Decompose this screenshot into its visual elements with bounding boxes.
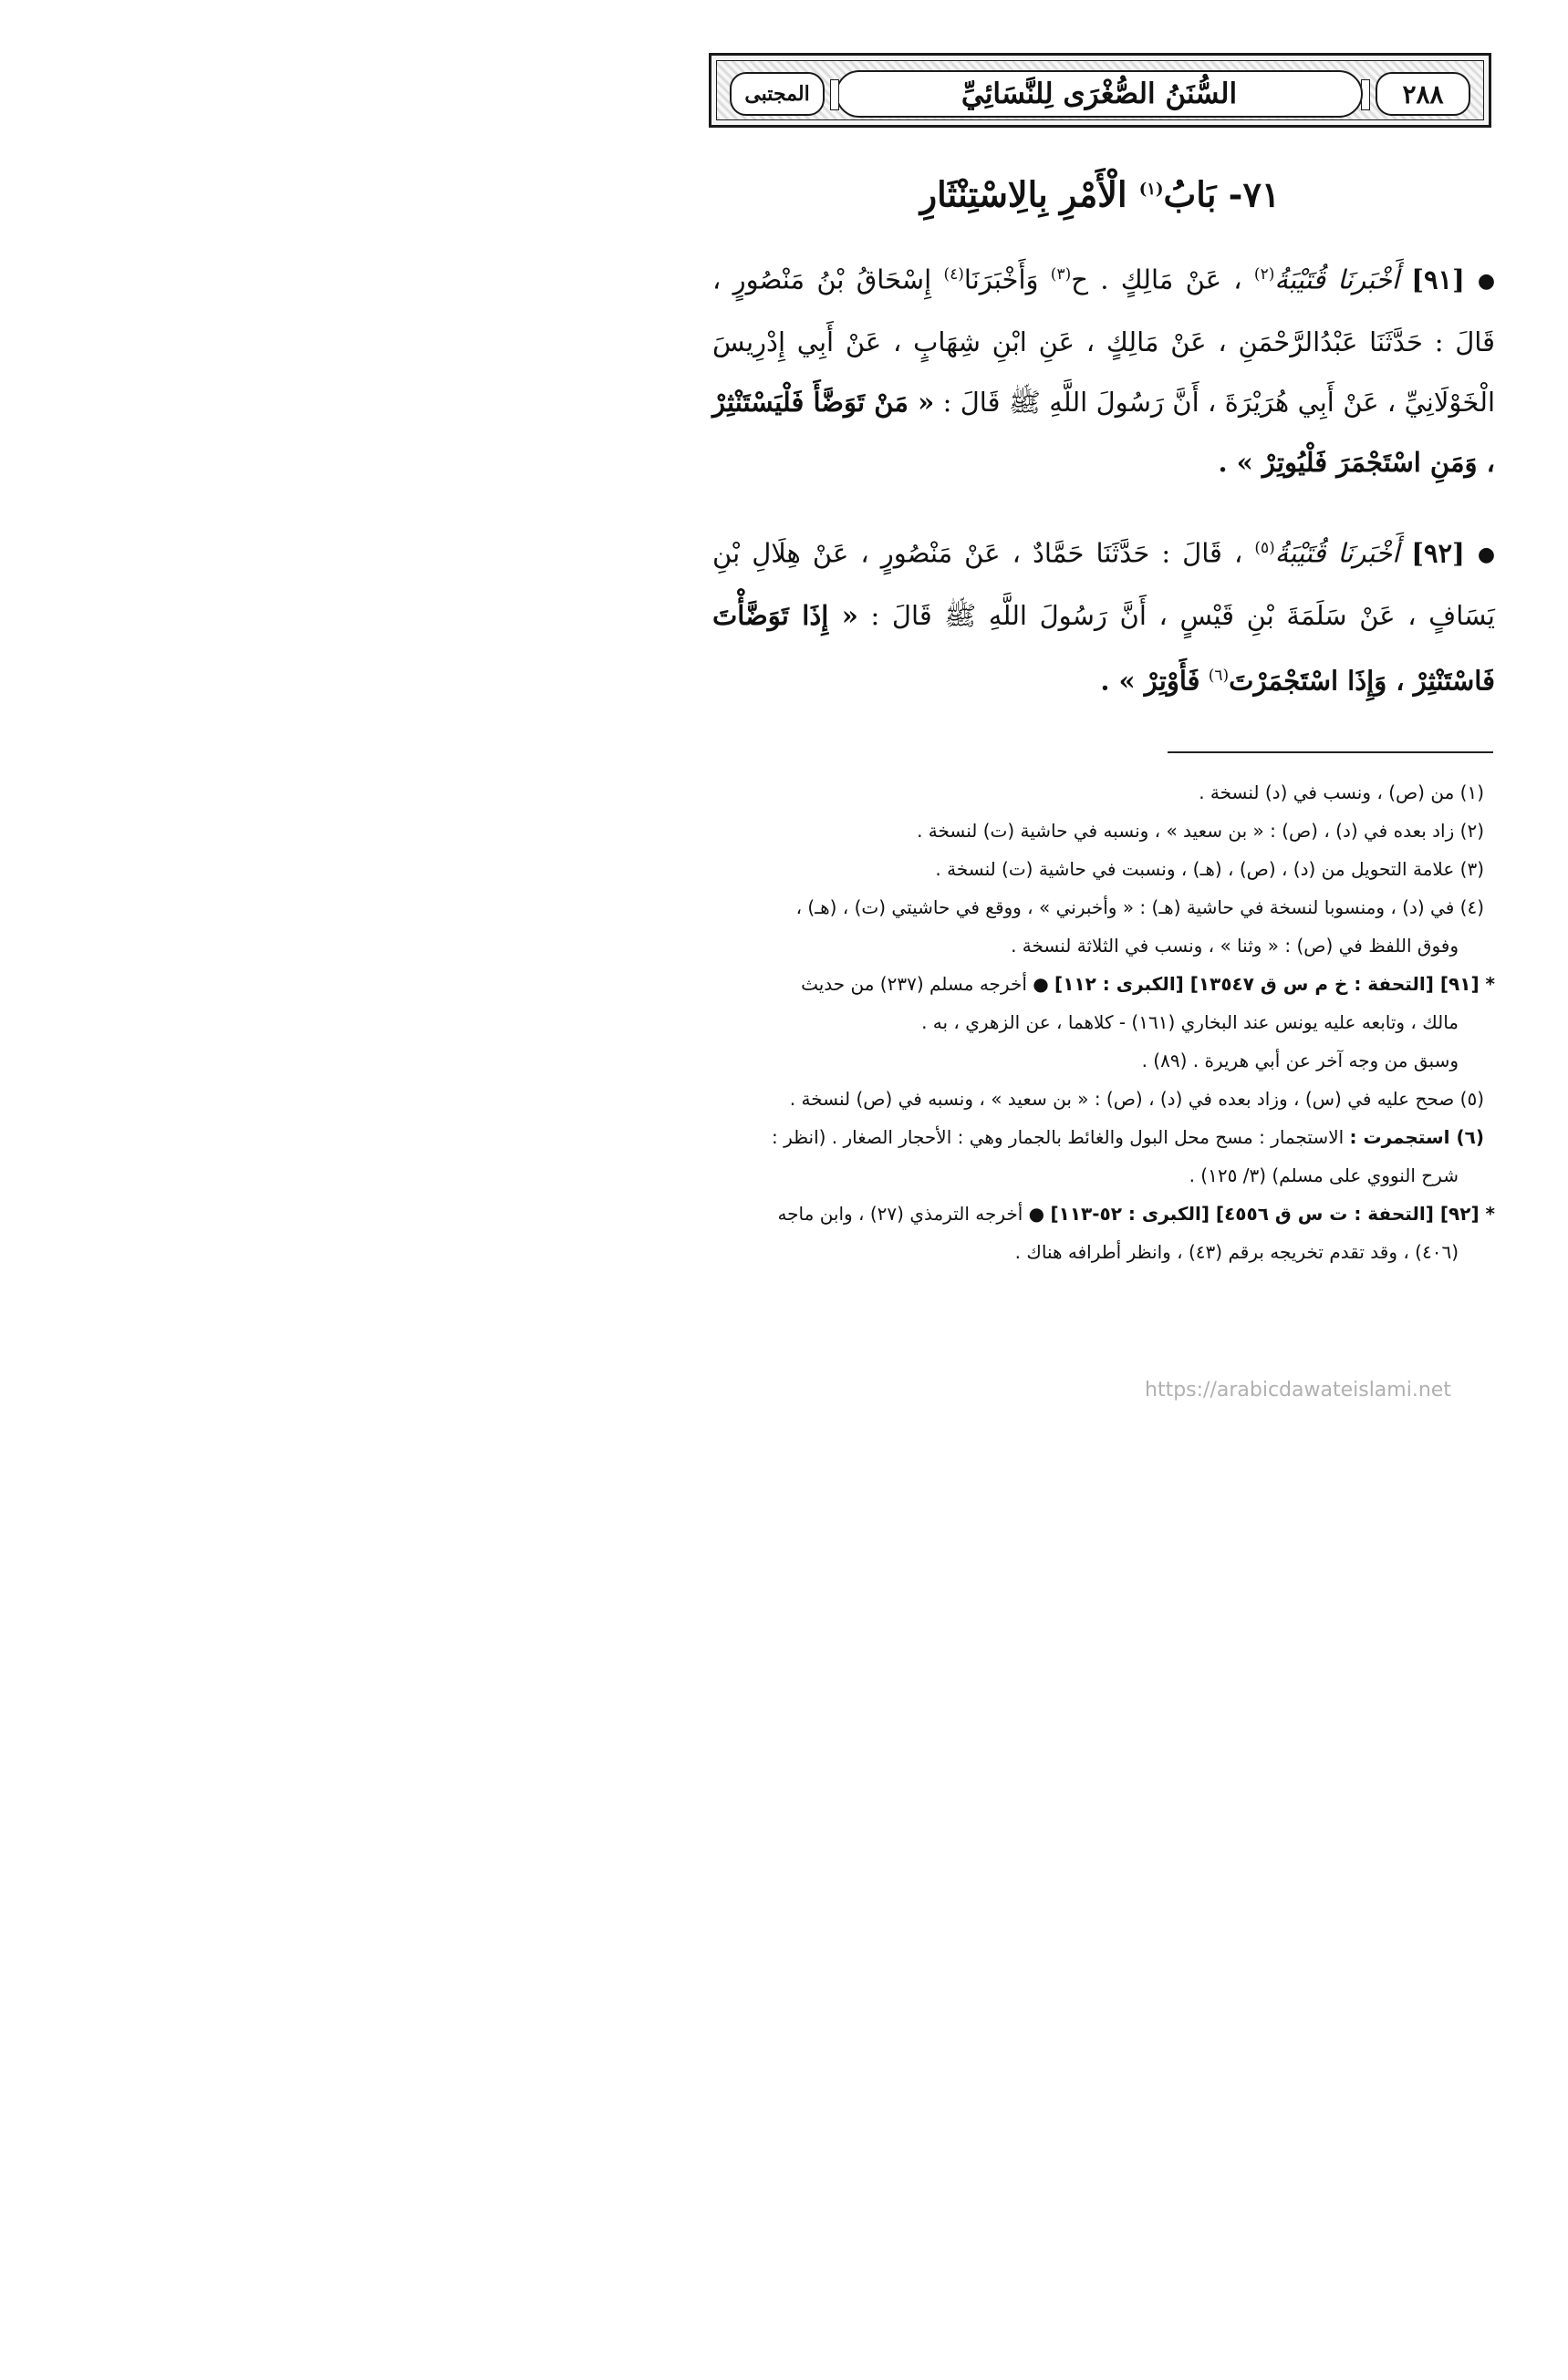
takhrij-text: ● أخرجه مسلم (٢٣٧) من حديث [801, 973, 1049, 995]
hadith-text: وَأَخْبَرَنَا [963, 264, 1039, 295]
page-number [1376, 72, 1470, 116]
takhrij-label: * [٩٢] [التحفة : ت س ق ٤٥٥٦] [الكبرى : ٥٢-١١٣] [1050, 1203, 1495, 1225]
page-header [709, 53, 1491, 128]
footnote-4: (٤) في (د) ، ومنسوبا لنسخة في حاشية (هـ) : « وأخبرني » ، ووقع في حاشيتي (ت) ، (هـ) ، [795, 896, 1484, 918]
header-ornament-band [716, 60, 1484, 120]
footnote-5: (٥) صحح عليه في (س) ، وزاد بعده في (د) ، (ص) : « بن سعيد » ، ونسبه في (ص) لنسخة . [789, 1088, 1484, 1110]
footnote-4-continued: وفوق اللفظ في (ص) : « وثنا » ، ونسب في الثلاثة لنسخة . [1011, 935, 1459, 957]
footnote-divider [1168, 751, 1493, 753]
book-logo-text: المجتبى [744, 82, 810, 106]
hadith-92 [712, 518, 1495, 710]
footnote-3: (٣) علامة التحويل من (د) ، (ص) ، (هـ) ، ونسبت في حاشية (ت) لنسخة . [935, 858, 1484, 880]
hadith-text: أَخْبَرنَا قُتَيْبَةُ [1274, 537, 1400, 569]
hadith-91 [712, 244, 1495, 492]
hadith-text: أَخْبَرنَا قُتَيْبَةُ [1274, 264, 1399, 295]
footnote-1: (١) من (ص) ، ونسب في (د) لنسخة . [1199, 781, 1484, 803]
footnote-mark: (٦) [1208, 666, 1230, 685]
takhrij-91-continued: مالك ، وتابعه عليه يونس عند البخاري (١٦١) - كلاهما ، عن الزهري ، به . [921, 1011, 1459, 1033]
footnote-term: (٦) استجمرت : [1349, 1126, 1484, 1148]
footnote-text: الاستجمار : مسح محل البول والغائط بالجمار وهي : الأحجار الصغار . (انظر : [771, 1126, 1345, 1148]
footnote-6 [711, 1118, 1484, 1156]
takhrij-91 [711, 965, 1495, 1003]
footnote-mark: (٤) [943, 265, 964, 284]
bullet-icon: ● [1477, 269, 1496, 293]
running-title-text: السُّنَنُ الصُّغْرَى لِلنَّسَائِيِّ [961, 78, 1238, 110]
hadith-matn: فَأَوْتِرْ » . [1100, 665, 1200, 697]
takhrij-92 [711, 1195, 1495, 1233]
footnotes [711, 773, 1495, 1271]
hadith-number: [٩٢] [1411, 537, 1465, 569]
chapter-heading [709, 162, 1491, 222]
bullet-icon: ● [1477, 543, 1496, 566]
chapter-title: الْأَمْرِ بِالِاسْتِنْثَارِ [919, 173, 1127, 215]
watermark-url: https://arabicdawateislami.net [1145, 1379, 1451, 1402]
takhrij-label: * [٩١] [التحفة : خ م س ق ١٣٥٤٧] [الكبرى : ١١٢] [1054, 973, 1495, 995]
footnote-mark: (٢) [1253, 265, 1275, 284]
hadith-number: [٩١] [1411, 264, 1465, 295]
footnote-mark: (٣) [1050, 265, 1072, 284]
takhrij-91-continued: وسبق من وجه آخر عن أبي هريرة . (٨٩) . [1141, 1050, 1459, 1071]
hadith-text: إِسْحَاقُ بْنُ مَنْصُورٍ ، قَالَ : حَدَّثَنَا عَبْدُالرَّحْمَنِ ، عَنْ مَالِكٍ ، عَنِ ابْنِ شِهَابٍ ، عَنْ أَبِي إِدْرِيسَ الْخَوْلَانِيِّ ، عَنْ أَبِي هُرَيْرَةَ ، أَنَّ رَسُولَ اللَّهِ ﷺ قَالَ : [712, 264, 1496, 418]
takhrij-text: ● أخرجه الترمذي (٢٧) ، وابن ماجه [777, 1203, 1045, 1225]
ornament-divider [830, 79, 839, 110]
footnote-mark: (٥) [1254, 539, 1275, 557]
footnote-6-continued: شرح النووي على مسلم) (٣/ ١٢٥) . [1189, 1164, 1459, 1186]
hadith-text: ، عَنْ مَالِكٍ . ح [1071, 264, 1242, 295]
footnote-mark: (١) [1138, 180, 1164, 199]
hadith-matn: « مَنْ تَوَضَّأَ فَلْيَسْتَنْثِرْ ، وَمَنِ اسْتَجْمَرَ فَلْيُوتِرْ » . [712, 386, 1495, 478]
chapter-title-prefix: بَابُ [1163, 173, 1217, 215]
footnote-2: (٢) زاد بعده في (د) ، (ص) : « بن سعيد » ، ونسبه في حاشية (ت) لنسخة . [917, 820, 1484, 842]
chapter-number: ٧١- [1228, 173, 1281, 215]
takhrij-92-continued: (٤٠٦) ، وقد تقدم تخريجه برقم (٤٣) ، وانظر أطرافه هناك . [1014, 1241, 1459, 1263]
page-number-text: ٢٨٨ [1402, 78, 1444, 109]
running-title [836, 70, 1363, 118]
hadith-text: ، قَالَ : حَدَّثَنَا حَمَّادٌ ، عَنْ مَنْصُورٍ ، عَنْ هِلَالِ بْنِ يَسَافٍ ، عَنْ سَلَمَةَ بْنِ قَيْسٍ ، أَنَّ رَسُولَ اللَّهِ ﷺ قَالَ : [712, 537, 1495, 631]
book-logo [730, 72, 825, 116]
hadith-matn: « إِذَا تَوَضَّأْتَ فَاسْتَنْثِرْ ، وَإِذَا اسْتَجْمَرْتَ [712, 599, 1495, 697]
